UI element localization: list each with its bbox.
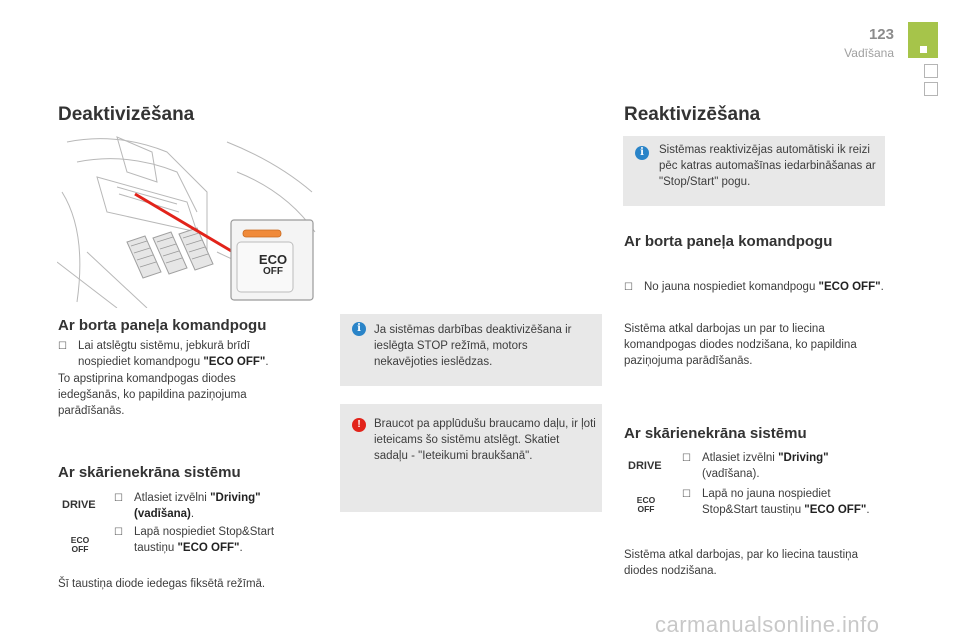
eco-icon-line-1: ECO [70,535,90,545]
right-touch-bullet-2 [682,486,888,518]
right-touch-paragraph: Sistēma atkal darbojas, par ko liecina taustiņa diodes nodzišana. [624,549,858,577]
left-panel-bullet [58,338,298,370]
right-panel-paragraph: Sistēma atkal darbojas un par to liecina komandpogas diodes nodzišana, ko papildina paziņojuma parādīšanās. [624,323,857,367]
left-panel-button-heading: Ar borta paneļa komandpogu [58,317,267,334]
info-icon: i [352,322,366,336]
dashboard-drawing [57,132,319,308]
chapter-box-2 [924,82,938,96]
eco-off-icon [66,536,94,554]
left-touch-paragraph: Šī taustiņa diode iedegas fiksētā režīmā. [58,578,266,590]
chapter-tab-marker [920,46,927,53]
warning-icon: ! [352,418,366,432]
left-touchscreen-heading: Ar skārienekrāna sistēmu [58,464,241,481]
left-touch-bullet-1 [114,490,294,522]
reactivation-title: Reaktivizēšana [624,104,761,125]
reactivation-info-box [623,136,885,206]
warning-note-text: Braucot pa applūdušu braucamo daļu, ir ļoti ieteicams šo sistēmu atslēgt. Skatiet sadaļu - "Ieteikumi braukšanā". [374,418,596,462]
left-panel-paragraph: To apstiprina komandpogas diodes iedegšanās, ko papildina paziņojuma parādīšanās. [58,373,247,417]
eco-icon-line-2: OFF [71,544,89,554]
eco-icon-line-1: ECO [636,495,656,505]
bullet-marker: ☐ [58,341,67,352]
drive-icon: DRIVE [62,499,96,511]
section-title: Vadīšana [844,46,894,60]
deactivation-title: Deaktivizēšana [58,104,195,125]
bullet-marker: ☐ [682,489,691,500]
left-touch-bullet-1-text: Atlasiet izvēlni "Driving" (vadīšana). [134,492,261,520]
illustration-eco-text: ECO [258,252,288,267]
drive-icon: DRIVE [628,460,662,472]
bullet-marker: ☐ [114,493,123,504]
right-touch-bullet-1 [682,450,882,482]
warning-note-box [340,404,602,512]
dashboard-illustration [57,132,319,308]
reactivation-info-text: Sistēmas reaktivizējas automātiski ik reizi pēc katras automašīnas iedarbināšanas ar "Stop/Start" pogu. [659,144,876,188]
info-note-box [340,314,602,386]
page-number: 123 [868,26,894,43]
bullet-marker: ☐ [624,282,633,293]
right-panel-bullet [624,279,884,296]
right-touch-bullet-2-text: Lapā no jauna nospiediet Stop&Start taustiņu "ECO OFF". [702,488,870,516]
eco-icon-line-2: OFF [637,504,655,514]
left-panel-bullet-text: Lai atslēgtu sistēmu, jebkurā brīdī nospiediet komandpogu "ECO OFF". [78,340,269,368]
right-touch-bullet-1-text: Atlasiet izvēlni "Driving" (vadīšana). [702,452,829,480]
watermark: carmanualsonline.info [655,612,880,637]
bullet-marker: ☐ [114,527,123,538]
right-panel-button-heading: Ar borta paneļa komandpogu [624,233,833,250]
chapter-tab [908,22,938,58]
eco-off-icon [632,496,660,514]
right-panel-bullet-text: No jauna nospiediet komandpogu "ECO OFF". [644,281,884,293]
info-icon: i [635,146,649,160]
right-touchscreen-heading: Ar skārienekrāna sistēmu [624,425,807,442]
info-note-text: Ja sistēmas darbības deaktivizēšana ir ieslēgta STOP režīmā, motors nekavējoties ieslēdzas. [374,324,572,368]
chapter-box-1 [924,64,938,78]
illustration-off-text: OFF [263,266,283,277]
left-touch-bullet-2-text: Lapā nospiediet Stop&Start taustiņu "ECO OFF". [134,526,275,554]
bullet-marker: ☐ [682,453,691,464]
left-touch-bullet-2 [114,524,294,556]
illustration-eco-off-label [253,254,293,278]
